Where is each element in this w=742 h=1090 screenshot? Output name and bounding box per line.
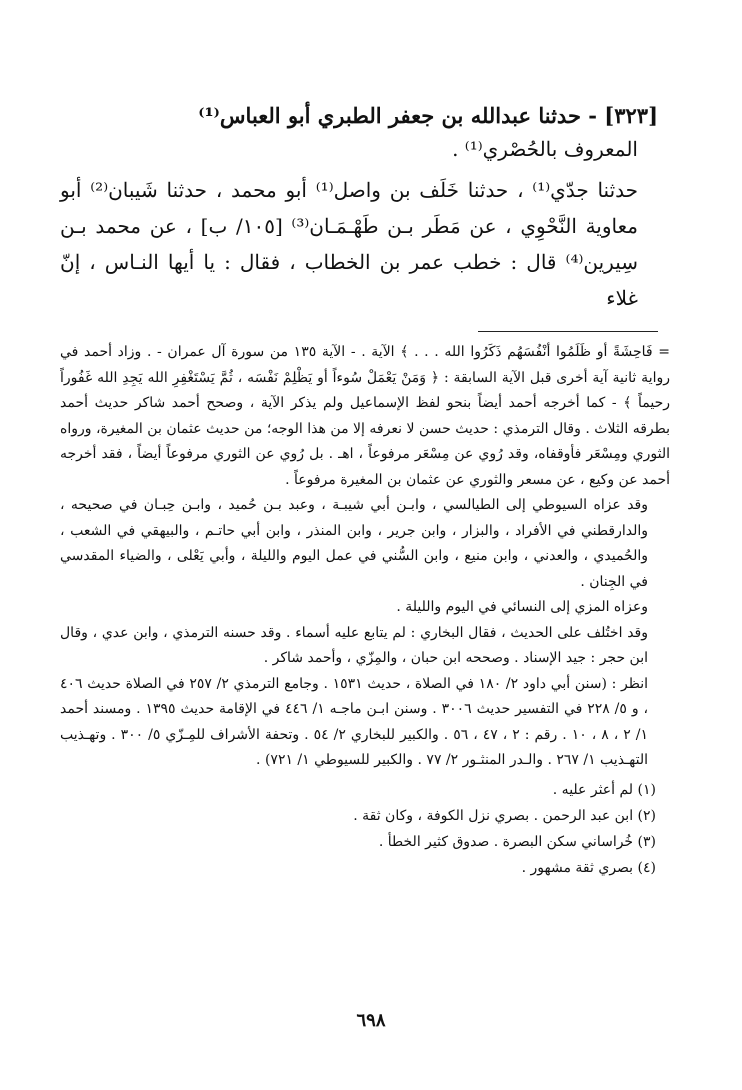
- footnote-list: [60, 777, 670, 881]
- note-paragraph-attribution: وقد عزاه السيوطي إلى الطيالسي ، وابـن أبي شيبـة ، وعبد بـن حُميد ، وابـن حِبـان في صحيحه ، والدارقطني في الأفراد ، والبزار ، وابن جرير ، وابن المنذر ، وابن أبي حاتـم ، والبيهقي في الشعب ، والحُميدي ، والعدني ، وابن منيع ، وابن السُّني في عمل اليوم والليلة ، وأبي يَعْلى ، والضياء المقدسي في الجِنان .: [60, 497, 648, 590]
- note-paragraph-mizzi: وعزاه المزي إلى النسائي في اليوم والليلة .: [396, 599, 648, 615]
- footnote-item: (١) لم أعثر عليه .: [552, 781, 656, 798]
- footnote-item: (٤) بصري ثقة مشهور .: [521, 859, 656, 876]
- note-continuation: = فَاحِشَةً أو ظَلَمُوا أنْفُسَهُم ذَكَرُوا الله . . . ﴾ الآية . - الآية ١٣٥ من سورة آل عمران - . وزاد أحمد في رواية ثانية آية أخرى قبل الآية السابقة : ﴿ وَمَنْ يَعْمَلْ سُوءاً أو يَظْلِمْ نَفْسَه ، ثُمَّ يَسْتَغْفِرِ الله يَجِدِ الله غَفُوراً رحيماً ﴾ - كما أخرجه أحمد أيضاً بنحو لفظ الإسماعيل ولم يذكر الآية ، وصحح أحمد شاكر حديث أحمد بطرقه الثلاث . وقال الترمذي : حديث حسن لا نعرفه إلا من هذا الوجه؛ من حديث عثمان بن المغيرة، ورواه الثوري ومِسْعَر فأوقفاه، وقد رُوي عن مِسْعَر مرفوعاً ، اهـ . بل رُوي عن الثوري مرفوعاً أيضاً ، فقد أخرجه أحمد عن وكيع ، عن مسعر والثوري عن عثمان بن المغيرة مرفوعاً .: [60, 344, 670, 488]
- note-paragraph-references: انظر : (سنن أبي داود ٢/ ١٨٠ في الصلاة ، حديث ١٥٣١ . وجامع الترمذي ٢/ ٢٥٧ في الصلاة حديث ٤٠٦ ، و ٥/ ٢٢٨ في التفسير حديث ٣٠٠٦ . وسنن ابـن ماجـه ١/ ٤٤٦ في الإقامة حديث ١٣٩٥ . ومسند أحمد ١/ ٢ ، ٨ ، ١٠ . رقم : ٢ ، ٤٧ ، ٥٦ . والكبير للبخاري ٢/ ٥٤ . وتحفة الأشراف للمِـزّي ٥/ ٣٠٠ . وتهـذيب التهـذيب ١/ ٢٦٧ . والـدر المنثـور ٢/ ٧٧ . والكبير للسيوطي ١/ ٧٢١) .: [60, 675, 649, 768]
- footnote-item: (٢) ابن عبد الرحمن . بصري نزل الكوفة ، وكان ثقة .: [353, 807, 656, 824]
- page-number: ٦٩٨: [356, 1010, 386, 1031]
- hadith-heading: [٣٢٣] - حدثنا عبدالله بن جعفر الطبري أبو العباس⁽¹⁾: [198, 103, 658, 128]
- note-paragraph-grading: وقد اختُلف على الحديث ، فقال البخاري : لم يتابع عليه أسماء . وقد حسنه الترمذي ، وابن عدي ، وقال ابن حجر : جيد الإسناد . وصححه ابن حبان ، والمِزّي ، وأحمد شاكر .: [60, 624, 648, 666]
- hadith-body: حدثنا جدّي⁽¹⁾ ، حدثنا خَلَف بن واصل⁽¹⁾ أبو محمد ، حدثنا شَيبان⁽²⁾ أبو معاوية النَّحْوِي ، عن مَطَر بـن طَهْـمَـان⁽³⁾ [١٠٥/ ب] ، عن محمد بـن سِيرين⁽⁴⁾ قال : خطب عمر بن الخطاب ، فقال : يا أيها النـاس ، إنّ غلاء: [60, 178, 639, 310]
- main-text: [60, 100, 658, 316]
- footnote-item: (٣) خُراساني سكن البصرة . صدوق كثير الخطأ .: [378, 833, 656, 850]
- footnotes-section: [60, 340, 670, 881]
- footnote-divider: [478, 331, 658, 332]
- narrator-nickname: المعروف بالحُصْري⁽¹⁾ .: [452, 137, 638, 161]
